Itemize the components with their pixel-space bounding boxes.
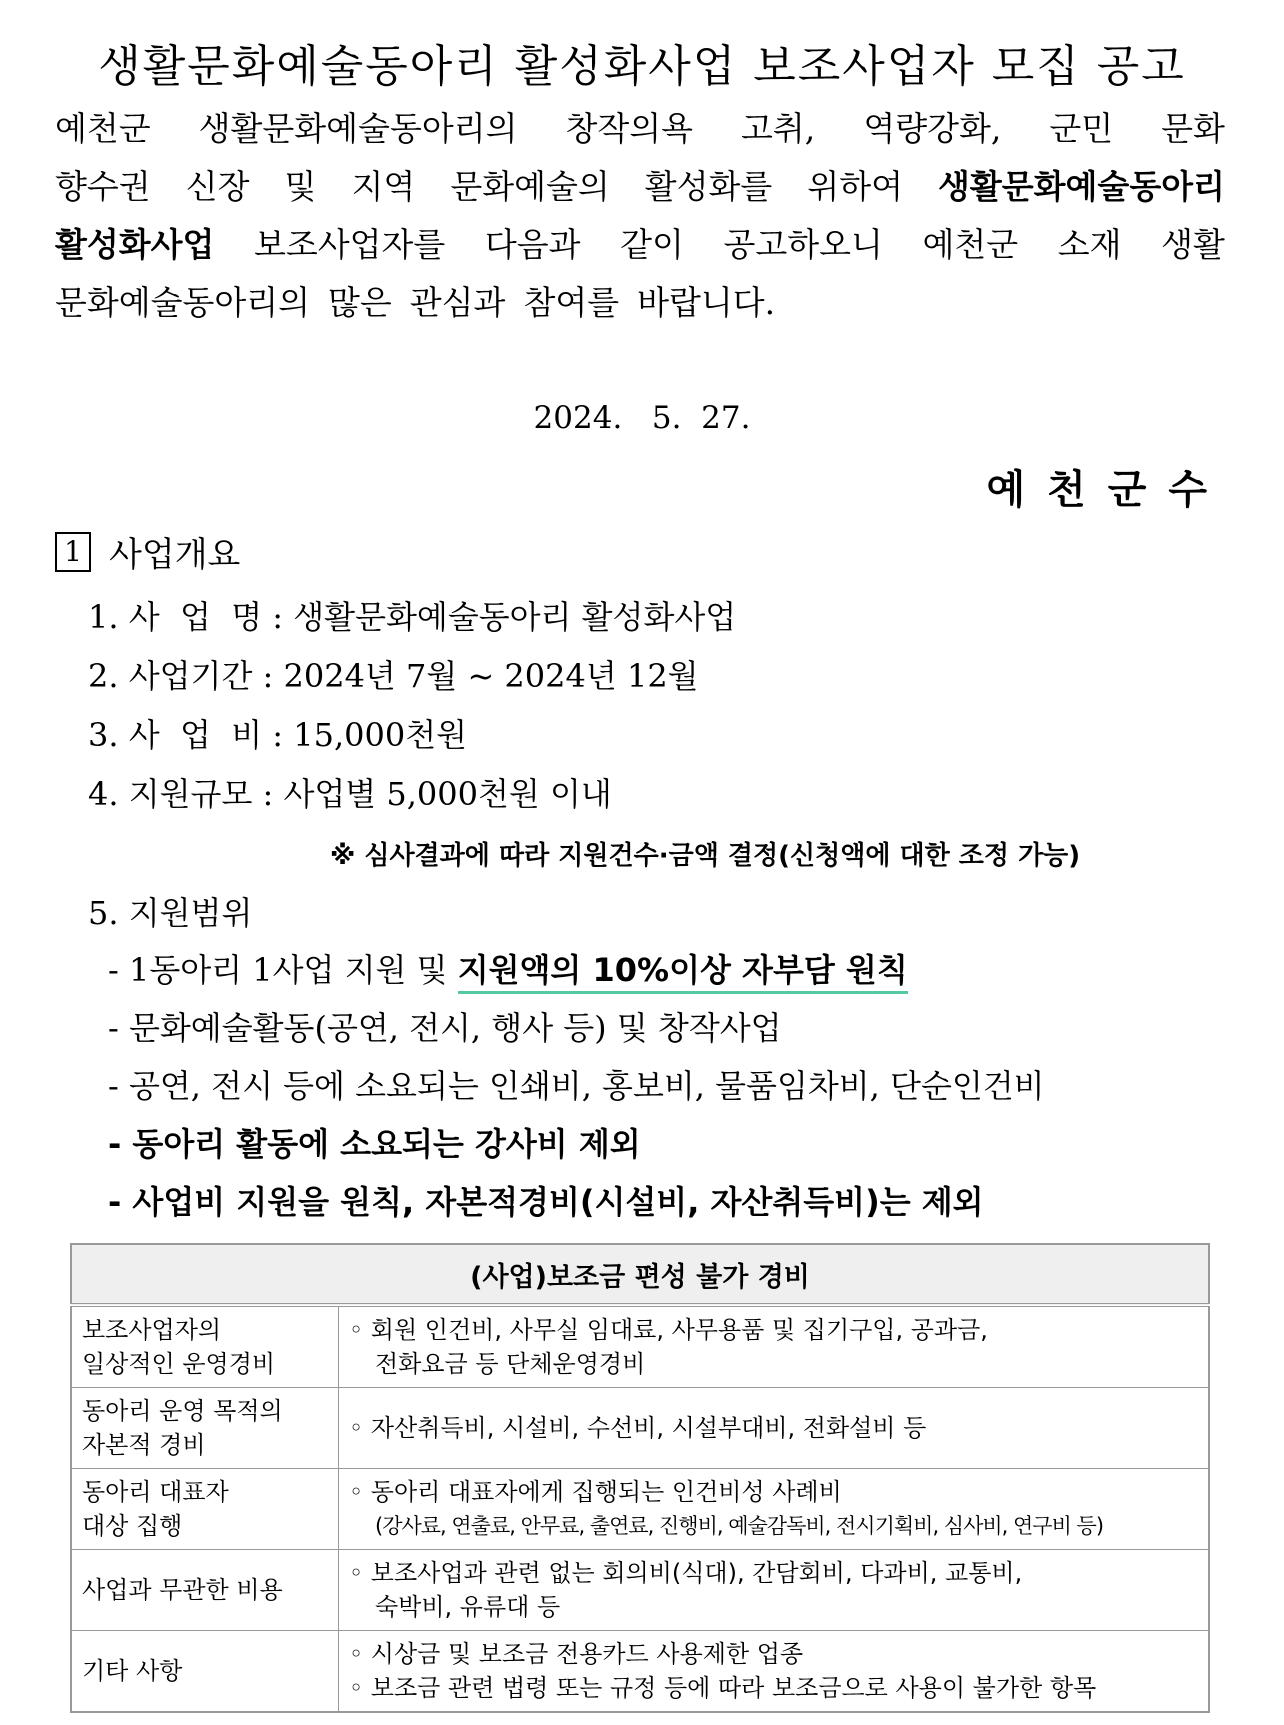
description-line: ◦ 동아리 대표자에게 집행되는 인건비성 사례비 <box>349 1478 842 1506</box>
intro-word: 군민 <box>1049 109 1114 148</box>
item-label: 4. 지원규모 : <box>88 775 284 813</box>
intro-word: 예천군 <box>55 109 151 148</box>
category-line: 자본적 경비 <box>82 1431 206 1459</box>
table-description-cell <box>339 1550 1210 1631</box>
table-description-cell <box>339 1305 1210 1388</box>
ineligible-expenses-table <box>70 1243 1210 1713</box>
table-category-cell <box>71 1305 339 1388</box>
table-header: (사업)보조금 편성 불가 경비 <box>71 1244 1209 1305</box>
intro-line-1 <box>55 100 1225 158</box>
scope-title: 5. 지원범위 <box>88 894 253 932</box>
section-title: 사업개요 <box>109 535 241 575</box>
overview-item-budget <box>88 710 467 756</box>
intro-word: 창작의욕 <box>565 109 693 148</box>
intro-line-3 <box>55 216 1225 274</box>
intro-word: 다음과 <box>484 225 581 264</box>
table-category-cell <box>71 1469 339 1550</box>
self-funding-highlight: 지원액의 10%이상 자부담 원칙 <box>458 951 908 994</box>
item-label: 3. 사 업 비 : <box>88 716 294 754</box>
page-title: 생활문화예술동아리 활성화사업 보조사업자 모집 공고 <box>98 41 1186 92</box>
description-line: 숙박비, 유류대 등 <box>375 1593 561 1621</box>
category-line: 동아리 대표자 <box>82 1478 229 1506</box>
description-line: ◦ 자산취득비, 시설비, 수선비, 시설부대비, 전화설비 등 <box>349 1414 927 1442</box>
review-note: ※ 심사결과에 따라 지원건수·금액 결정(신청액에 대한 조정 가능) <box>330 841 1081 871</box>
description-line: ◦ 시상금 및 보조금 전용카드 사용제한 업종 <box>349 1640 804 1668</box>
table-category-cell <box>71 1388 339 1469</box>
category-line: 동아리 운영 목적의 <box>82 1397 283 1425</box>
intro-word: 고취, <box>741 109 816 148</box>
overview-item-period <box>88 651 699 697</box>
category-line: 보조사업자의 <box>82 1316 222 1344</box>
scope-bullet-1 <box>108 945 908 991</box>
overview-item-name <box>88 592 736 638</box>
category-line: 기타 사항 <box>82 1657 183 1685</box>
intro-word: 향수권 <box>55 167 151 206</box>
intro-word: 많은 <box>328 283 392 322</box>
intro-line-4 <box>55 274 1225 332</box>
intro-word: 같이 <box>620 225 684 264</box>
item-label: 1. 사 업 명 : <box>88 598 294 636</box>
intro-word: 생활 <box>1161 225 1225 264</box>
notice-date: 2024. 5. 27. <box>533 400 751 436</box>
description-line: 전화요금 등 단체운영경비 <box>375 1350 646 1378</box>
description-line: ◦ 보조사업과 관련 없는 회의비(식대), 간담회비, 다과비, 교통비, <box>349 1559 1023 1587</box>
intro-word: 관심과 <box>409 283 506 322</box>
item-value: 생활문화예술동아리 활성화사업 <box>293 598 737 636</box>
intro-word: 문화예술동아리의 <box>55 283 311 322</box>
intro-bold-program-name: 생활문화예술동아리 <box>938 167 1225 206</box>
scope-bullet-3: - 공연, 전시 등에 소요되는 인쇄비, 홍보비, 물품임차비, 단순인건비 <box>108 1067 1045 1105</box>
description-line: (강사료, 연출료, 안무료, 출연료, 진행비, 예술감독비, 전시기획비, 심사비, 연구비 등) <box>375 1514 1104 1538</box>
intro-word: 지역 <box>351 167 416 206</box>
intro-paragraph <box>55 100 1225 332</box>
table-description-cell <box>339 1469 1210 1550</box>
intro-word: 문화 <box>1161 109 1225 148</box>
scope-bullet-text: - 1동아리 1사업 지원 및 <box>108 951 458 989</box>
table-category-cell <box>71 1550 339 1631</box>
table-header-row <box>71 1244 1209 1305</box>
intro-line-2 <box>55 158 1225 216</box>
intro-word: 활성화를 <box>644 167 773 206</box>
intro-word: 문화예술의 <box>450 167 610 206</box>
issuer-signature: 예천군수 <box>986 467 1229 513</box>
intro-word: 생활문화예술동아리의 <box>198 109 518 148</box>
intro-bold-program-name: 활성화사업 <box>55 225 215 264</box>
category-line: 일상적인 운영경비 <box>82 1350 276 1378</box>
intro-word: 및 <box>284 167 317 206</box>
table-category-cell <box>71 1631 339 1713</box>
intro-word: 참여를 <box>523 283 620 322</box>
table-description-cell <box>339 1388 1210 1469</box>
table-row <box>71 1631 1209 1713</box>
intro-word: 역량강화, <box>863 109 1002 148</box>
intro-word: 바랍니다. <box>637 283 776 322</box>
item-value: 2024년 7월 ~ 2024년 12월 <box>283 657 699 695</box>
intro-word: 예천군 <box>922 225 1019 264</box>
table-row <box>71 1388 1209 1469</box>
intro-word: 공고하오니 <box>723 225 883 264</box>
intro-word: 소재 <box>1057 225 1122 264</box>
table-row <box>71 1469 1209 1550</box>
scope-bullet-5: - 사업비 지원을 원칙, 자본적경비(시설비, 자산취득비)는 제외 <box>108 1183 984 1221</box>
intro-word: 위하여 <box>807 167 903 206</box>
section-heading <box>55 527 240 576</box>
table-row <box>71 1305 1209 1388</box>
description-line: ◦ 회원 인건비, 사무실 임대료, 사무용품 및 집기구입, 공과금, <box>349 1316 988 1344</box>
description-line: ◦ 보조금 관련 법령 또는 규정 등에 따라 보조금으로 사용이 불가한 항목 <box>349 1674 1097 1702</box>
scope-bullet-4: - 동아리 활동에 소요되는 강사비 제외 <box>108 1125 641 1163</box>
item-value: 사업별 5,000천원 이내 <box>283 775 612 813</box>
category-line: 대상 집행 <box>82 1512 183 1540</box>
intro-word: 보조사업자를 <box>254 225 446 264</box>
overview-item-scale <box>88 769 612 815</box>
section-number-box: 1 <box>55 532 91 572</box>
item-value: 15,000천원 <box>293 716 468 754</box>
intro-word: 신장 <box>185 167 250 206</box>
table-description-cell <box>339 1631 1210 1713</box>
category-line: 사업과 무관한 비용 <box>82 1576 283 1604</box>
table-row <box>71 1550 1209 1631</box>
item-label: 2. 사업기간 : <box>88 657 284 695</box>
scope-bullet-2: - 문화예술활동(공연, 전시, 행사 등) 및 창작사업 <box>108 1009 782 1047</box>
